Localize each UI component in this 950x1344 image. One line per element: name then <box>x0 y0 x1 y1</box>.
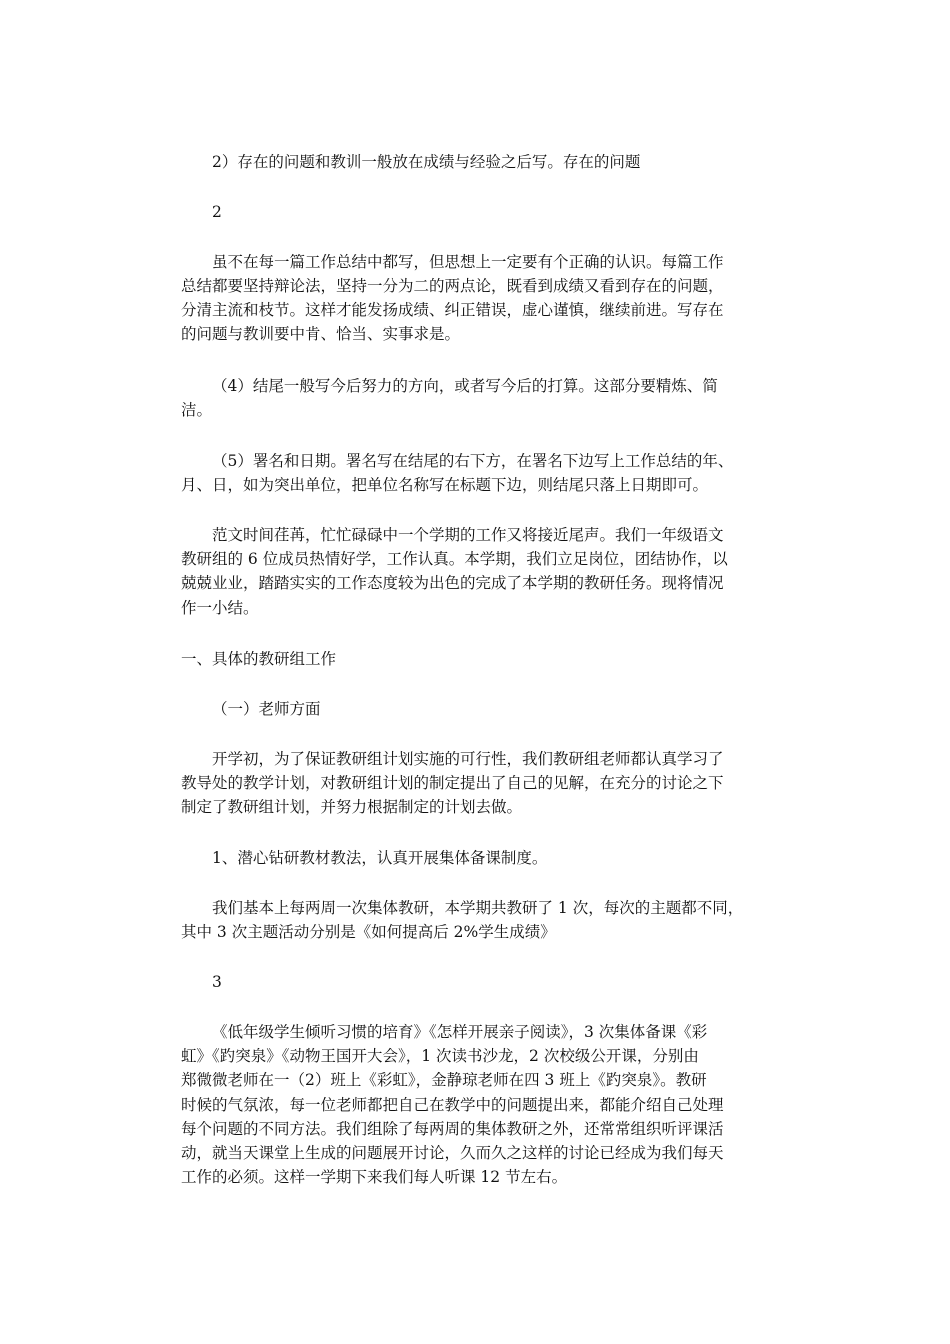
paragraph-line: 制定了教研组计划，并努力根据制定的计划去做。 <box>181 798 523 816</box>
paragraph-line: 郑微微老师在一（2）班上《彩虹》，金静琼老师在四 3 班上《趵突泉》。教研 <box>181 1071 707 1089</box>
paragraph-line: 我们基本上每两周一次集体教研，本学期共教研了 1 次，每次的主题都不同， <box>212 899 744 917</box>
paragraph-line: 总结都要坚持辩论法，坚持一分为二的两点论，既看到成绩又看到存在的问题， <box>181 277 724 295</box>
paragraph-line: （5）署名和日期。署名写在结尾的右下方，在署名下边写上工作总结的年、 <box>212 452 734 470</box>
paragraph-line: 兢兢业业，踏踏实实的工作态度较为出色的完成了本学期的教研任务。现将情况 <box>181 574 724 592</box>
paragraph-line: 分清主流和枝节。这样才能发扬成绩、纠正错误，虚心谨慎，继续前进。写存在 <box>181 301 724 319</box>
paragraph-line: 每个问题的不同方法。我们组除了每两周的集体教研之外，还常常组织听评课活 <box>181 1120 724 1138</box>
paragraph-line: 开学初，为了保证教研组计划实施的可行性，我们教研组老师都认真学习了 <box>212 750 724 768</box>
list-heading: 1、潜心钻研教材教法，认真开展集体备课制度。 <box>212 849 548 867</box>
paragraph-line: 的问题与教训要中肯、恰当、实事求是。 <box>181 325 461 343</box>
paragraph-line: 月、日，如为突出单位，把单位名称写在标题下边，则结尾只落上日期即可。 <box>181 476 709 494</box>
paragraph-line: 《低年级学生倾听习惯的培育》《怎样开展亲子阅读》，3 次集体备课《彩 <box>212 1023 708 1041</box>
paragraph-line: 作一小结。 <box>181 599 259 617</box>
paragraph-line: 教导处的教学计划，对教研组计划的制定提出了自己的见解，在充分的讨论之下 <box>181 774 724 792</box>
paragraph-line: 虽不在每一篇工作总结中都写，但思想上一定要有个正确的认识。每篇工作 <box>212 253 724 271</box>
paragraph-line: 时候的气氛浓，每一位老师都把自己在教学中的问题提出来，都能介绍自己处理 <box>181 1096 724 1114</box>
section-heading: 一、具体的教研组工作 <box>181 650 337 668</box>
paragraph-line: （4）结尾一般写今后努力的方向，或者写今后的打算。这部分要精炼、简 <box>212 377 718 395</box>
paragraph-line: 洁。 <box>181 401 213 419</box>
paragraph-line: 工作的必须。这样一学期下来我们每人听课 12 节左右。 <box>181 1168 568 1186</box>
paragraph-line: 其中 3 次主题活动分别是《如何提高后 2%学生成绩》 <box>181 923 556 941</box>
page-number: 3 <box>212 973 222 991</box>
paragraph-line: 动，就当天课堂上生成的问题展开讨论，久而久之这样的讨论已经成为我们每天 <box>181 1144 724 1162</box>
page-number: 2 <box>212 203 222 221</box>
paragraph-line: 虹》《趵突泉》《动物王国开大会》，1 次读书沙龙，2 次校级公开课，分别由 <box>181 1047 699 1065</box>
paragraph-line: 教研组的 6 位成员热情好学，工作认真。本学期，我们立足岗位，团结协作，以 <box>181 550 728 568</box>
paragraph-line: 2）存在的问题和教训一般放在成绩与经验之后写。存在的问题 <box>212 153 641 171</box>
subsection-heading: （一）老师方面 <box>212 700 321 718</box>
paragraph-line: 范文时间荏苒，忙忙碌碌中一个学期的工作又将接近尾声。我们一年级语文 <box>212 526 724 544</box>
